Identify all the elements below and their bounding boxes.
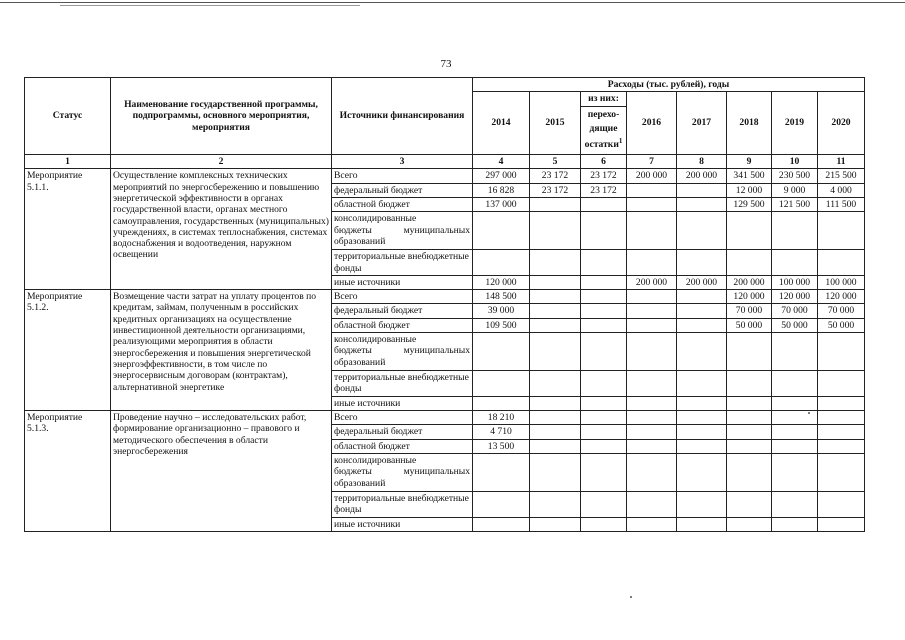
amount-cell xyxy=(727,371,772,397)
amount-cell xyxy=(530,212,581,250)
column-number: 7 xyxy=(627,154,677,168)
measure-status xyxy=(25,290,111,411)
amount-cell xyxy=(530,318,581,332)
source-consolidated-word1: бюджеты xyxy=(334,345,372,357)
amount-cell: 23 172 xyxy=(581,169,627,183)
amount-cell xyxy=(772,439,818,453)
header-sources: Источники финансирования xyxy=(332,78,473,155)
measure-status-code: 5.1.2. xyxy=(27,302,49,314)
amount-cell xyxy=(677,491,727,517)
amount-cell xyxy=(581,453,627,491)
header-expenses: Расходы (тыс. рублей), годы xyxy=(473,78,865,92)
amount-cell xyxy=(677,439,727,453)
source-territorial: территориальные внебюджетные фонды xyxy=(332,371,473,397)
amount-cell xyxy=(581,212,627,250)
amount-cell xyxy=(772,250,818,276)
amount-cell xyxy=(818,439,865,453)
amount-cell: 12 000 xyxy=(727,183,772,197)
amount-cell: 200 000 xyxy=(627,169,677,183)
amount-cell xyxy=(677,183,727,197)
source-consolidated xyxy=(332,453,473,491)
amount-cell xyxy=(727,517,772,531)
amount-cell xyxy=(772,453,818,491)
column-number: 2 xyxy=(111,154,332,168)
amount-cell: 200 000 xyxy=(627,275,677,289)
amount-cell xyxy=(818,517,865,531)
amount-cell xyxy=(581,517,627,531)
amount-cell: 215 500 xyxy=(818,169,865,183)
amount-cell xyxy=(581,411,627,425)
amount-cell xyxy=(627,425,677,439)
amount-cell xyxy=(727,250,772,276)
amount-cell xyxy=(772,371,818,397)
column-number: 11 xyxy=(818,154,865,168)
amount-cell: 297 000 xyxy=(473,169,530,183)
amount-cell xyxy=(818,491,865,517)
amount-cell xyxy=(772,425,818,439)
amount-cell xyxy=(677,304,727,318)
amount-cell xyxy=(627,197,677,211)
amount-cell xyxy=(530,275,581,289)
amount-cell xyxy=(473,212,530,250)
source-consolidated-word1: бюджеты xyxy=(334,224,372,236)
amount-cell: 23 172 xyxy=(581,183,627,197)
amount-cell xyxy=(627,212,677,250)
amount-cell xyxy=(818,396,865,410)
amount-cell xyxy=(772,411,818,425)
amount-cell xyxy=(727,439,772,453)
source-consolidated-word2: муниципальных xyxy=(403,224,470,236)
amount-cell xyxy=(627,439,677,453)
source-federal: федеральный бюджет xyxy=(332,425,473,439)
amount-cell: 50 000 xyxy=(818,318,865,332)
header-year-2018: 2018 xyxy=(727,92,772,155)
scan-speck xyxy=(808,412,810,414)
measure-status-label: Мероприятие xyxy=(27,291,83,303)
amount-cell: 23 172 xyxy=(530,183,581,197)
scan-top-border xyxy=(0,2,905,3)
header-year-2020: 2020 xyxy=(818,92,865,155)
source-total: Всего xyxy=(332,411,473,425)
source-regional: областной бюджет xyxy=(332,439,473,453)
amount-cell xyxy=(627,491,677,517)
amount-cell xyxy=(530,491,581,517)
table-row xyxy=(25,290,865,304)
amount-cell: 200 000 xyxy=(727,275,772,289)
measure-description: Проведение научно – исследовательских работ, формирование организационно – правового и методического обеспечения в области энергосбережения xyxy=(111,411,332,532)
amount-cell: 129 500 xyxy=(727,197,772,211)
header-subcol-label: из них: xyxy=(581,92,627,106)
column-number: 8 xyxy=(677,154,727,168)
header-year-2014: 2014 xyxy=(473,92,530,155)
amount-cell: 100 000 xyxy=(818,275,865,289)
amount-cell xyxy=(772,491,818,517)
measure-status xyxy=(25,411,111,532)
amount-cell xyxy=(727,491,772,517)
amount-cell xyxy=(627,290,677,304)
amount-cell: 148 500 xyxy=(473,290,530,304)
amount-cell xyxy=(530,250,581,276)
budget-table xyxy=(24,77,865,532)
amount-cell xyxy=(473,333,530,371)
amount-cell xyxy=(818,250,865,276)
amount-cell xyxy=(818,453,865,491)
amount-cell xyxy=(581,304,627,318)
amount-cell xyxy=(677,250,727,276)
measure-description: Возмещение части затрат на уплату процентов по кредитам, займам, полученным в российских кредитных организациях на осуществление инвестиционной деятельности организациями, реализующими мероприятия в области энергосбережения и повышения энергетической энергоэффективности, в том числе по энергосервисным договорам (контрактам), альтернативной энергетике xyxy=(111,290,332,411)
amount-cell xyxy=(627,333,677,371)
amount-cell xyxy=(530,517,581,531)
amount-cell xyxy=(581,491,627,517)
amount-cell xyxy=(772,333,818,371)
amount-cell xyxy=(818,411,865,425)
amount-cell: 70 000 xyxy=(818,304,865,318)
amount-cell xyxy=(627,371,677,397)
amount-cell: 70 000 xyxy=(727,304,772,318)
column-number: 9 xyxy=(727,154,772,168)
source-consolidated-word1: бюджеты xyxy=(334,466,372,478)
amount-cell xyxy=(772,396,818,410)
amount-cell: 200 000 xyxy=(677,169,727,183)
source-consolidated-word2: муниципальных xyxy=(403,466,470,478)
source-consolidated-word2: муниципальных xyxy=(403,345,470,357)
amount-cell xyxy=(727,396,772,410)
column-number: 4 xyxy=(473,154,530,168)
amount-cell xyxy=(772,517,818,531)
amount-cell xyxy=(627,396,677,410)
amount-cell xyxy=(530,425,581,439)
amount-cell xyxy=(677,333,727,371)
source-total: Всего xyxy=(332,290,473,304)
amount-cell xyxy=(581,371,627,397)
amount-cell: 200 000 xyxy=(677,275,727,289)
amount-cell xyxy=(818,333,865,371)
amount-cell xyxy=(581,425,627,439)
amount-cell xyxy=(818,212,865,250)
amount-cell: 120 000 xyxy=(473,275,530,289)
amount-cell: 111 500 xyxy=(818,197,865,211)
header-year-2019: 2019 xyxy=(772,92,818,155)
column-number: 3 xyxy=(332,154,473,168)
amount-cell xyxy=(530,396,581,410)
source-consolidated-line1: консолидированные xyxy=(334,334,417,346)
amount-cell xyxy=(627,318,677,332)
source-federal: федеральный бюджет xyxy=(332,183,473,197)
amount-cell xyxy=(627,411,677,425)
amount-cell xyxy=(677,425,727,439)
source-consolidated-line2 xyxy=(334,345,470,356)
amount-cell xyxy=(727,425,772,439)
amount-cell xyxy=(581,250,627,276)
amount-cell: 121 500 xyxy=(772,197,818,211)
amount-cell xyxy=(727,212,772,250)
source-consolidated-line2 xyxy=(334,466,470,477)
source-consolidated-line1: консолидированные xyxy=(334,213,417,225)
amount-cell xyxy=(818,371,865,397)
scan-speck xyxy=(630,596,632,598)
amount-cell xyxy=(581,197,627,211)
amount-cell: 13 500 xyxy=(473,439,530,453)
amount-cell xyxy=(530,453,581,491)
column-number: 10 xyxy=(772,154,818,168)
source-territorial: территориальные внебюджетные фонды xyxy=(332,250,473,276)
table-row xyxy=(25,411,865,425)
amount-cell: 120 000 xyxy=(727,290,772,304)
footnote-mark: 1 xyxy=(618,137,623,146)
amount-cell xyxy=(727,333,772,371)
amount-cell: 4 000 xyxy=(818,183,865,197)
source-consolidated-line3: образований xyxy=(334,477,386,489)
source-consolidated xyxy=(332,212,473,250)
amount-cell: 137 000 xyxy=(473,197,530,211)
amount-cell xyxy=(627,250,677,276)
amount-cell: 50 000 xyxy=(772,318,818,332)
table-row xyxy=(25,169,865,183)
amount-cell: 70 000 xyxy=(772,304,818,318)
source-consolidated-line3: образований xyxy=(334,235,386,247)
amount-cell xyxy=(530,439,581,453)
amount-cell: 120 000 xyxy=(772,290,818,304)
measure-status-code: 5.1.1. xyxy=(27,181,49,193)
amount-cell xyxy=(530,371,581,397)
source-other: иные источники xyxy=(332,517,473,531)
amount-cell xyxy=(818,425,865,439)
amount-cell xyxy=(677,371,727,397)
amount-cell xyxy=(581,333,627,371)
source-consolidated-line3: образований xyxy=(334,356,386,368)
scan-artifact-line xyxy=(60,5,360,6)
header-carryover-line2: перехо- xyxy=(587,108,620,120)
column-number: 1 xyxy=(25,154,111,168)
header-carryover-line3: дящие xyxy=(589,123,618,135)
amount-cell: 109 500 xyxy=(473,318,530,332)
amount-cell xyxy=(677,517,727,531)
column-number: 5 xyxy=(530,154,581,168)
header-year-2015: 2015 xyxy=(530,92,581,155)
measure-status-code: 5.1.3. xyxy=(27,423,49,435)
amount-cell xyxy=(677,396,727,410)
measure-status xyxy=(25,169,111,290)
page-number: 73 xyxy=(440,58,452,70)
amount-cell xyxy=(581,439,627,453)
amount-cell xyxy=(627,183,677,197)
amount-cell xyxy=(530,411,581,425)
amount-cell xyxy=(772,212,818,250)
header-status: Статус xyxy=(25,78,111,155)
amount-cell: 18 210 xyxy=(473,411,530,425)
amount-cell xyxy=(473,371,530,397)
source-regional: областной бюджет xyxy=(332,197,473,211)
amount-cell xyxy=(677,212,727,250)
amount-cell xyxy=(677,290,727,304)
amount-cell xyxy=(677,453,727,491)
amount-cell xyxy=(677,197,727,211)
column-number: 6 xyxy=(581,154,627,168)
source-consolidated-line1: консолидированные xyxy=(334,454,417,466)
amount-cell xyxy=(581,396,627,410)
source-other: иные источники xyxy=(332,396,473,410)
amount-cell xyxy=(627,304,677,318)
source-regional: областной бюджет xyxy=(332,318,473,332)
header-carryover-line4: остатки xyxy=(584,139,619,151)
header-name: Наименование государственной программы, подпрограммы, основного мероприятия, мероприятия xyxy=(111,78,332,155)
amount-cell xyxy=(530,197,581,211)
amount-cell xyxy=(677,318,727,332)
amount-cell: 100 000 xyxy=(772,275,818,289)
source-consolidated xyxy=(332,333,473,371)
amount-cell xyxy=(473,517,530,531)
source-other: иные источники xyxy=(332,275,473,289)
amount-cell xyxy=(627,453,677,491)
amount-cell xyxy=(581,290,627,304)
amount-cell xyxy=(530,290,581,304)
source-consolidated-line2 xyxy=(334,225,470,236)
amount-cell: 9 000 xyxy=(772,183,818,197)
amount-cell: 50 000 xyxy=(727,318,772,332)
amount-cell xyxy=(473,250,530,276)
header-year-2017: 2017 xyxy=(677,92,727,155)
amount-cell: 39 000 xyxy=(473,304,530,318)
source-territorial: территориальные внебюджетные фонды xyxy=(332,491,473,517)
amount-cell xyxy=(530,333,581,371)
amount-cell xyxy=(677,411,727,425)
amount-cell: 16 828 xyxy=(473,183,530,197)
amount-cell: 230 500 xyxy=(772,169,818,183)
amount-cell xyxy=(473,491,530,517)
amount-cell xyxy=(727,453,772,491)
amount-cell: 23 172 xyxy=(530,169,581,183)
header-carryover xyxy=(581,106,627,154)
measure-status-label: Мероприятие xyxy=(27,170,83,182)
amount-cell xyxy=(530,304,581,318)
measure-status-label: Мероприятие xyxy=(27,412,83,424)
amount-cell xyxy=(581,275,627,289)
amount-cell xyxy=(473,396,530,410)
measure-description: Осуществление комплексных технических мероприятий по энергосбережению и повышению энергетической эффективности в органах государственной власти, органах местного самоуправления, государственных (муниципальных) учреждениях, в системах теплоснабжения, системах водоснабжения и водоотведения, наружном освещении xyxy=(111,169,332,290)
amount-cell xyxy=(473,453,530,491)
amount-cell: 341 500 xyxy=(727,169,772,183)
amount-cell xyxy=(627,517,677,531)
header-year-2016: 2016 xyxy=(627,92,677,155)
amount-cell: 120 000 xyxy=(818,290,865,304)
source-federal: федеральный бюджет xyxy=(332,304,473,318)
amount-cell xyxy=(581,318,627,332)
source-total: Всего xyxy=(332,169,473,183)
amount-cell: 4 710 xyxy=(473,425,530,439)
amount-cell xyxy=(727,411,772,425)
